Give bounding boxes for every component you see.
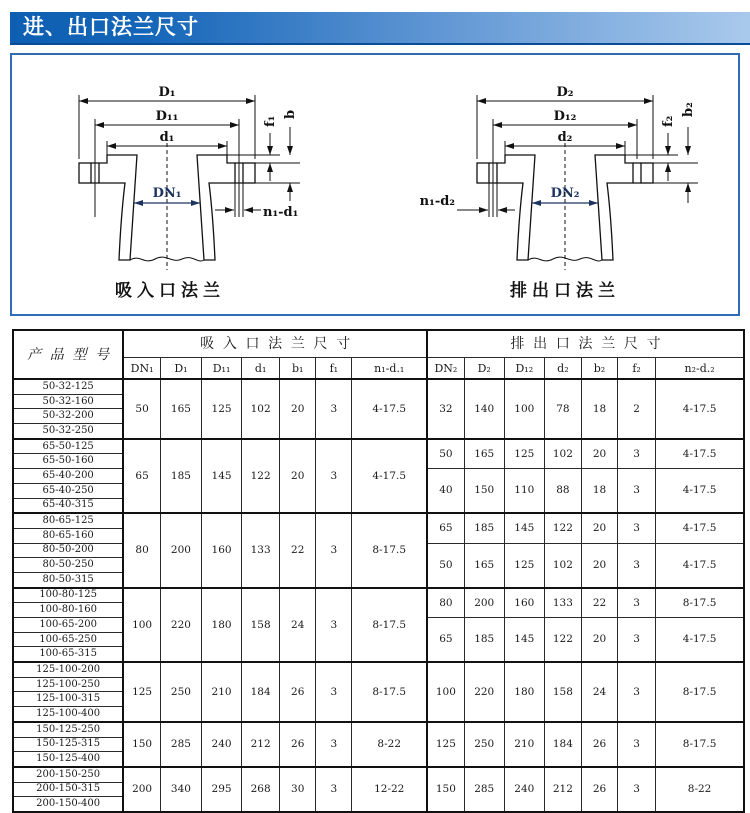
table-cell: 150 xyxy=(123,722,160,767)
table-cell: 24 xyxy=(581,662,617,722)
table-cell: 50-32-200 xyxy=(13,409,123,424)
table-cell: 24 xyxy=(280,588,316,662)
table-cell: 185 xyxy=(464,513,504,543)
table-cell: 3 xyxy=(316,513,352,587)
dim-label-f1: f₁ xyxy=(263,115,278,127)
table-cell: 240 xyxy=(202,722,242,767)
discharge-caption: 排出口法兰 xyxy=(510,281,620,301)
dim-label-f2: f₂ xyxy=(661,115,676,127)
suction-section-header: 吸入口法兰尺寸 xyxy=(123,330,427,358)
table-cell: 100 xyxy=(123,588,160,662)
dim-label-D2: D₂ xyxy=(556,85,574,100)
table-cell: 50-32-160 xyxy=(13,394,123,409)
table-cell: 65 xyxy=(427,513,464,543)
table-cell: 20 xyxy=(581,513,617,543)
table-cell: 212 xyxy=(242,722,280,767)
table-cell: 22 xyxy=(581,588,617,618)
table-cell: 50 xyxy=(427,543,464,588)
table-cell: 4-17.5 xyxy=(352,439,427,513)
table-cell: b₁ xyxy=(280,358,316,380)
diagram-panel xyxy=(10,53,740,316)
table-cell: DN₁ xyxy=(123,358,160,380)
flange-dimensions-table xyxy=(12,329,745,813)
table-cell: 200 xyxy=(464,588,504,618)
table-cell: 50-32-250 xyxy=(13,424,123,439)
table-cell: 140 xyxy=(464,379,504,439)
table-cell: 78 xyxy=(544,379,581,439)
table-cell: 4-17.5 xyxy=(656,439,744,469)
table-cell: 80-50-315 xyxy=(13,572,123,587)
table-cell: DN₂ xyxy=(427,358,464,380)
table-cell: 100-65-315 xyxy=(13,647,123,662)
table-row xyxy=(13,767,744,782)
flange-left-stub xyxy=(79,163,91,183)
table-cell: 150-125-400 xyxy=(13,752,123,767)
table-row xyxy=(13,662,744,677)
table-cell: 80-65-125 xyxy=(13,513,123,528)
table-cell: 125-100-250 xyxy=(13,677,123,692)
table-row xyxy=(13,722,744,737)
table-cell: 340 xyxy=(160,767,201,812)
dim-label-b2: b₂ xyxy=(681,102,696,117)
table-cell: n₁-d.₁ xyxy=(352,358,427,380)
table-cell: 65 xyxy=(123,439,160,513)
table-cell: 50 xyxy=(123,379,160,439)
flange-left-body xyxy=(99,155,137,260)
flange-right-body xyxy=(595,155,633,260)
table-row xyxy=(13,513,744,528)
table-cell: 125 xyxy=(504,543,544,588)
table-cell: 3 xyxy=(316,662,352,722)
table-cell: 100 xyxy=(427,662,464,722)
table-cell: 102 xyxy=(544,439,581,469)
table-cell: 32 xyxy=(427,379,464,439)
dim-label-D12: D₁₂ xyxy=(553,109,577,124)
table-cell: 165 xyxy=(464,439,504,469)
table-cell: 4-17.5 xyxy=(656,543,744,588)
table-cell: 4-17.5 xyxy=(656,513,744,543)
table-cell: 200 xyxy=(123,767,160,812)
table-cell: 3 xyxy=(618,722,656,767)
table-cell: 26 xyxy=(581,767,617,812)
dim-label-DN1: DN₁ xyxy=(152,186,182,201)
table-cell: 200-150-250 xyxy=(13,767,123,782)
table-cell: 3 xyxy=(618,469,656,514)
table-cell: 145 xyxy=(504,513,544,543)
table-cell: 125 xyxy=(427,722,464,767)
table-cell: 210 xyxy=(504,722,544,767)
table-cell: 125-100-200 xyxy=(13,662,123,677)
table-cell: 285 xyxy=(160,722,201,767)
flange-right-stub xyxy=(243,163,255,183)
table-cell: f₁ xyxy=(316,358,352,380)
table-cell: 3 xyxy=(316,722,352,767)
table-cell: 184 xyxy=(242,662,280,722)
table-cell: 80-50-200 xyxy=(13,543,123,558)
table-cell: 122 xyxy=(544,513,581,543)
table-cell: 22 xyxy=(280,513,316,587)
table-cell: 122 xyxy=(242,439,280,513)
table-cell: 65-40-315 xyxy=(13,498,123,513)
table-cell: 20 xyxy=(581,543,617,588)
table-cell: 4-17.5 xyxy=(656,379,744,439)
table-cell: n₂-d.₂ xyxy=(656,358,744,380)
table-cell: 220 xyxy=(160,588,201,662)
table-cell: 4-17.5 xyxy=(656,469,744,514)
table-cell: 3 xyxy=(618,767,656,812)
table-cell: 200 xyxy=(160,513,201,587)
table-cell: 268 xyxy=(242,767,280,812)
table-cell: 150-125-250 xyxy=(13,722,123,737)
table-cell: 184 xyxy=(544,722,581,767)
table-cell: 30 xyxy=(280,767,316,812)
table-header-row-1 xyxy=(13,330,744,358)
table-cell: 80 xyxy=(427,588,464,618)
table-cell: 80-50-250 xyxy=(13,558,123,573)
table-cell: 26 xyxy=(581,722,617,767)
table-cell: 8-17.5 xyxy=(656,722,744,767)
table-cell: 20 xyxy=(581,618,617,663)
suction-flange-diagram xyxy=(12,55,375,314)
table-cell: 8-17.5 xyxy=(352,588,427,662)
table-cell: 102 xyxy=(544,543,581,588)
table-cell: 2 xyxy=(618,379,656,439)
dim-label-n1d2: n₁-d₂ xyxy=(419,194,455,209)
discharge-flange-diagram xyxy=(375,55,738,314)
table-cell: 100-65-250 xyxy=(13,632,123,647)
table-cell: 18 xyxy=(581,379,617,439)
table-cell: 295 xyxy=(202,767,242,812)
table-cell: 100-80-125 xyxy=(13,588,123,603)
table-cell: 122 xyxy=(544,618,581,663)
table-cell: 210 xyxy=(202,662,242,722)
table-cell: 3 xyxy=(618,618,656,663)
table-cell: 3 xyxy=(618,662,656,722)
table-cell: 185 xyxy=(160,439,201,513)
table-cell: 65-40-200 xyxy=(13,469,123,484)
table-cell: 125 xyxy=(202,379,242,439)
table-cell: 65 xyxy=(427,618,464,663)
dim-label-d1: d₁ xyxy=(159,130,175,145)
table-cell: 133 xyxy=(544,588,581,618)
table-cell: 3 xyxy=(618,513,656,543)
table-cell: b₂ xyxy=(581,358,617,380)
table-cell: 4-17.5 xyxy=(656,618,744,663)
table-cell: 50 xyxy=(427,439,464,469)
table-cell: 100-65-200 xyxy=(13,618,123,633)
table-cell: 65-40-250 xyxy=(13,483,123,498)
discharge-section-header: 排出口法兰尺寸 xyxy=(427,330,744,358)
table-cell: 145 xyxy=(202,439,242,513)
flange-right-body xyxy=(197,155,235,260)
table-cell: 8-22 xyxy=(656,767,744,812)
table-cell: 88 xyxy=(544,469,581,514)
table-cell: 200-150-315 xyxy=(13,782,123,797)
table-cell: 125-100-400 xyxy=(13,707,123,722)
table-cell: 150 xyxy=(427,767,464,812)
table-cell: 3 xyxy=(316,588,352,662)
table-cell: 285 xyxy=(464,767,504,812)
table-cell: 3 xyxy=(618,543,656,588)
dim-label-d2: d₂ xyxy=(557,130,573,145)
table-cell: 125 xyxy=(123,662,160,722)
table-cell: 100-80-160 xyxy=(13,603,123,618)
table-cell: 158 xyxy=(242,588,280,662)
table-cell: 165 xyxy=(464,543,504,588)
table-cell: 3 xyxy=(316,767,352,812)
table-cell: 50-32-125 xyxy=(13,379,123,394)
table-cell: 20 xyxy=(280,439,316,513)
table-cell: f₂ xyxy=(618,358,656,380)
table-cell: 3 xyxy=(316,439,352,513)
table-header-row-2 xyxy=(13,358,744,380)
table-row xyxy=(13,379,744,394)
table-cell: 145 xyxy=(504,618,544,663)
table-cell: 8-17.5 xyxy=(656,588,744,618)
table-cell: 8-17.5 xyxy=(352,513,427,587)
table-cell: 150-125-315 xyxy=(13,737,123,752)
table-cell: 65-50-125 xyxy=(13,439,123,454)
table-cell: D₁₂ xyxy=(504,358,544,380)
table-cell: 180 xyxy=(504,662,544,722)
table-cell: 158 xyxy=(544,662,581,722)
table-cell: 20 xyxy=(280,379,316,439)
model-column-header: 产品型号 xyxy=(13,330,123,379)
table-cell: d₁ xyxy=(242,358,280,380)
table-cell: 3 xyxy=(618,588,656,618)
table-cell: 8-22 xyxy=(352,722,427,767)
table-cell: 26 xyxy=(280,662,316,722)
flange-left-stub xyxy=(477,163,489,183)
table-cell: 80 xyxy=(123,513,160,587)
flange-right-stub xyxy=(641,163,653,183)
table-cell: 8-17.5 xyxy=(352,662,427,722)
table-row xyxy=(13,439,744,454)
table-cell: 250 xyxy=(160,662,201,722)
table-cell: 40 xyxy=(427,469,464,514)
table-row xyxy=(13,588,744,603)
table-cell: D₁ xyxy=(160,358,201,380)
table-cell: 20 xyxy=(581,439,617,469)
dim-label-D1: D₁ xyxy=(158,85,176,100)
table-cell: 180 xyxy=(202,588,242,662)
table-cell: 26 xyxy=(280,722,316,767)
table-cell: 150 xyxy=(464,469,504,514)
dim-label-D11: D₁₁ xyxy=(155,109,179,124)
table-cell: 110 xyxy=(504,469,544,514)
table-cell: 80-65-160 xyxy=(13,528,123,543)
table-cell: 200-150-400 xyxy=(13,797,123,812)
table-cell: 160 xyxy=(504,588,544,618)
table-cell: 220 xyxy=(464,662,504,722)
dim-label-DN2: DN₂ xyxy=(550,186,580,201)
table-cell: 8-17.5 xyxy=(656,662,744,722)
table-cell: 102 xyxy=(242,379,280,439)
table-cell: 18 xyxy=(581,469,617,514)
page-title: 进、出口法兰尺寸 xyxy=(10,12,750,45)
table-cell: 100 xyxy=(504,379,544,439)
dim-label-n1d1: n₁-d₁ xyxy=(263,205,299,220)
flange-left-body xyxy=(497,155,535,260)
table-cell: 3 xyxy=(618,439,656,469)
table-cell: 160 xyxy=(202,513,242,587)
table-cell: 3 xyxy=(316,379,352,439)
table-cell: 185 xyxy=(464,618,504,663)
table-cell: 12-22 xyxy=(352,767,427,812)
table-cell: 240 xyxy=(504,767,544,812)
table-cell: 165 xyxy=(160,379,201,439)
table-cell: 250 xyxy=(464,722,504,767)
dim-label-b: b xyxy=(283,109,298,119)
table-cell: 212 xyxy=(544,767,581,812)
table-cell: 125 xyxy=(504,439,544,469)
table-cell: 4-17.5 xyxy=(352,379,427,439)
table-cell: 125-100-315 xyxy=(13,692,123,707)
table-cell: d₂ xyxy=(544,358,581,380)
table-cell: 65-50-160 xyxy=(13,454,123,469)
table-cell: 133 xyxy=(242,513,280,587)
table-cell: D₁₁ xyxy=(202,358,242,380)
table-cell: D₂ xyxy=(464,358,504,380)
suction-caption: 吸入口法兰 xyxy=(115,281,225,301)
